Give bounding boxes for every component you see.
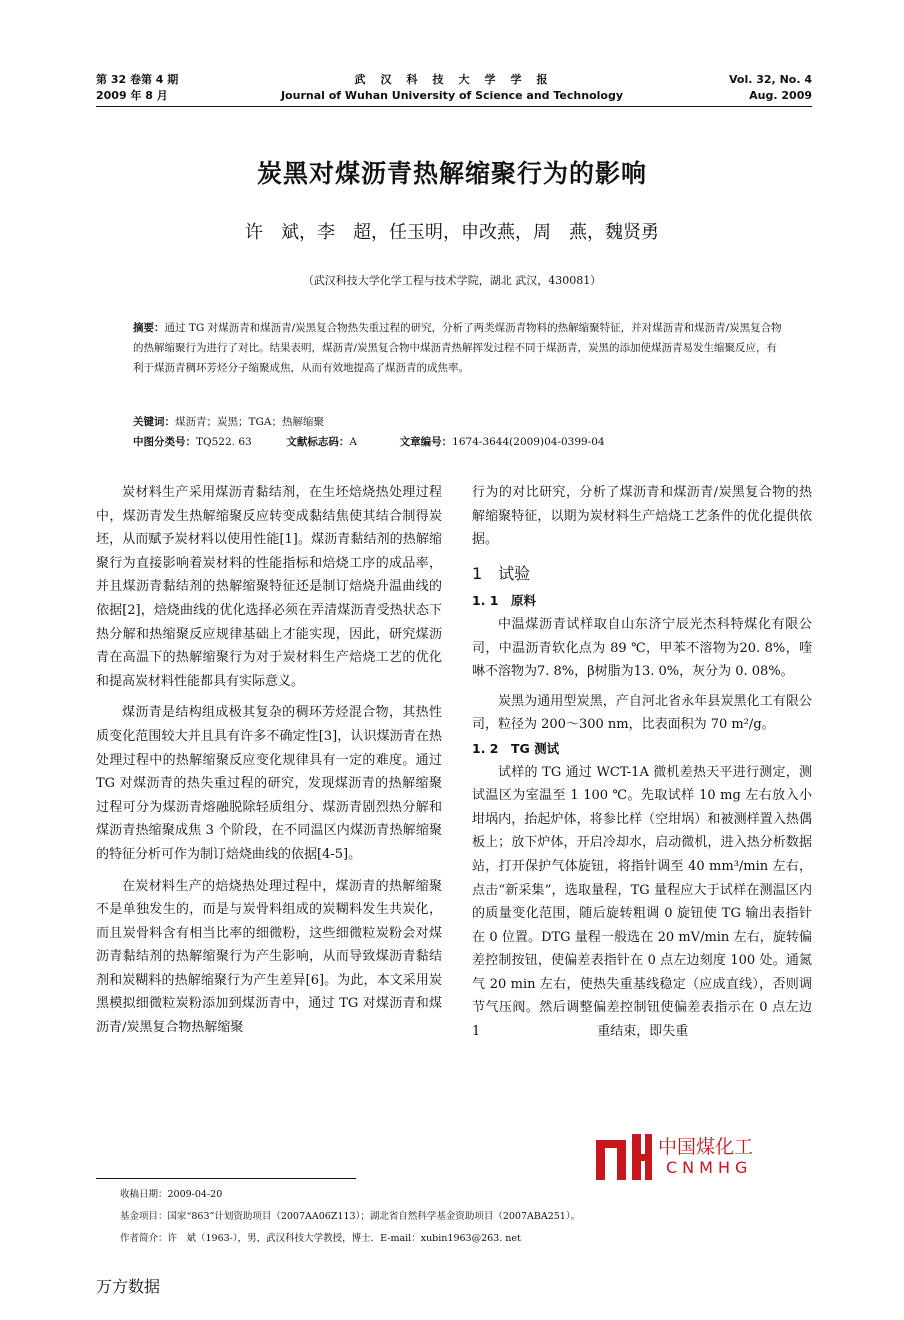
classification-line [133, 432, 783, 452]
doc-code-value: A [349, 436, 357, 448]
watermark-cn-text: 中国煤化工 [658, 1136, 754, 1158]
cnmhg-logo-icon [594, 1132, 654, 1182]
subsection-heading: 1. 1 原料 [472, 593, 536, 609]
section-heading: 1 试验 [472, 563, 531, 583]
clc-label: 中图分类号： [133, 436, 196, 448]
paper-title: 炭黑对煤沥青热解缩聚行为的影响 [256, 159, 647, 188]
article-number-value: 1674-3644(2009)04-0399-04 [452, 436, 605, 448]
article-number-label: 文章编号： [399, 436, 453, 448]
clc-value: TQ522. 63 [196, 436, 252, 448]
doc-code-label: 文献标志码： [286, 436, 350, 448]
header-volume: 第 32 卷第 4 期 2009 年 8 月 [96, 73, 179, 102]
paragraph: 行为的对比研究，分析了煤沥青和煤沥青/炭黑复合物的热解缩聚特征，以期为炭材料生产焙烧工艺条件的优化提供依据。 [472, 485, 812, 548]
header-issue: Vol. 32, No. 4 Aug. 2009 [729, 73, 812, 102]
abstract-text: 通过 TG 对煤沥青和煤沥青/炭黑复合物热失重过程的研究，分析了两类煤沥青物料的热解缩聚特征，并对煤沥青和煤沥青/炭黑复合物的热解缩聚行为进行了对比。结果表明，煤沥青/炭黑复合物中煤沥青热解挥发过程不同于煤沥青，炭黑的添加使煤沥青易发生缩聚反应，有利于煤沥青稠环芳烃分子缩聚成焦，从而有效地提高了煤沥青的成焦率。 [133, 322, 782, 374]
header-journal: 武 汉 科 技 大 学 学 报 Journal of Wuhan University of Science and Technology [280, 73, 624, 102]
abstract [133, 318, 783, 378]
paragraph: 炭材料生产采用煤沥青黏结剂，在生坯焙烧热处理过程中，煤沥青发生热解缩聚反应转变成黏结焦使其结合制得炭坯，从而赋予炭材料以使用性能[1]。煤沥青黏结剂的热解缩聚行为直接影响着炭材料的性能指标和焙烧工序的成品率，并且煤沥青黏结剂的热解缩聚特征还是制订焙烧升温曲线的依据[2]，焙烧曲线的优化选择必须在弄清煤沥青受热状态下热分解和热缩聚反应规律基础上才能实现，因此，研究煤沥青在高温下的热解缩聚行为对于炭材料生产焙烧工艺的优化和提高炭材料性能都具有实际意义。 [96, 485, 442, 689]
watermark-logo [592, 1130, 792, 1186]
source-footer: 万方数据 [96, 1277, 161, 1296]
subsection-heading: 1. 2 TG 测试 [472, 740, 560, 756]
watermark-en-text: CNMHG [666, 1158, 753, 1177]
keywords-text: 煤沥青；炭黑；TGA；热解缩聚 [175, 416, 324, 428]
body-right-column [472, 481, 812, 1044]
paragraph: 试样的 TG 通过 WCT-1A 微机差热天平进行测定，测试温区为室温至 1 100 ℃。先取试样 10 mg 左右放入小坩埚内，抬起炉体，将参比样（空坩埚）和被测样置入热偶板上；放下炉体，开启冷却水，启动微机，进入热分析数据站，打开保护气体旋钮，将指针调至 40 mm³/min 左右，点击“新采集”，选取量程，TG 量程应大于试样在测温区内的质量变化范围，随后旋转粗调 0 旋钮使 TG 输出表指针在 0 位置。DTG 量程一般选在 20 mV/min 左右，旋转偏差控制按钮，使偏差表指针在 0 点左边刻度 100 处。通氮气 20 min 左右，使热失重基线稳定（应成直线），否则调节气压阀。然后调整偏差控制钮使偏差表指示在 0 点左边 1 重结束，即失重 [472, 764, 812, 1040]
header-rule [96, 106, 812, 107]
author-list: 许 斌，李 超，任玉明，申改燕，周 燕，魏贤勇 [245, 222, 659, 243]
paragraph: 中温煤沥青试样取自山东济宁辰光杰科特煤化有限公司，中温沥青软化点为 89 ℃，甲苯不溶物为20. 8%，喹啉不溶物为7. 8%，β树脂为13. 0%，灰分为 0. 08%。 [472, 616, 812, 680]
paragraph: 炭黑为通用型炭黑，产自河北省永年县炭黑化工有限公司，粒径为 200～300 nm，比表面积为 70 m²/g。 [472, 693, 812, 733]
affiliation: （武汉科技大学化学工程与技术学院，湖北 武汉，430081） [302, 274, 602, 287]
footnote-author: 作者简介：许 斌（1963-），男，武汉科技大学教授，博士．E-mail：xubin1963@263. net [120, 1233, 521, 1244]
body-left-column [96, 481, 442, 1040]
paragraph: 煤沥青是结构组成极其复杂的稠环芳烃混合物，其热性质变化范围较大并且具有许多不确定性[3]，认识煤沥青在热处理过程中的热解缩聚反应变化规律具有一定的难度。通过 TG 对煤沥青的热失重过程的研究，发现煤沥青的热解缩聚过程可分为煤沥青熔融脱除轻质组分、煤沥青剧烈热分解和煤沥青热缩聚成焦 3 个阶段，在不同温区内煤沥青热解缩聚的特征分析可作为制订焙烧曲线的依据[4-5]。 [96, 705, 442, 862]
footnote-fund: 基金项目：国家“863”计划资助项目（2007AA06Z113）；湖北省自然科学基金资助项目（2007ABA251）。 [120, 1211, 581, 1222]
footnote-rule [96, 1178, 356, 1179]
keywords [133, 412, 783, 432]
paragraph: 在炭材料生产的焙烧热处理过程中，煤沥青的热解缩聚不是单独发生的，而是与炭骨料组成的炭糊料发生共炭化，而且炭骨料含有相当比率的细微粉，这些细微粒炭粉会对煤沥青黏结剂的热解缩聚行为产生影响，从而导致煤沥青黏结剂和炭糊料的热解缩聚行为产生差异[6]。为此，本文采用炭黑模拟细微粒炭粉添加到煤沥青中，通过 TG 对煤沥青和煤沥青/炭黑复合物热解缩聚 [96, 878, 442, 1036]
keywords-label: 关键词： [133, 416, 175, 428]
abstract-label: 摘要： [133, 322, 165, 334]
footnote-received: 收稿日期：2009-04-20 [120, 1189, 223, 1200]
